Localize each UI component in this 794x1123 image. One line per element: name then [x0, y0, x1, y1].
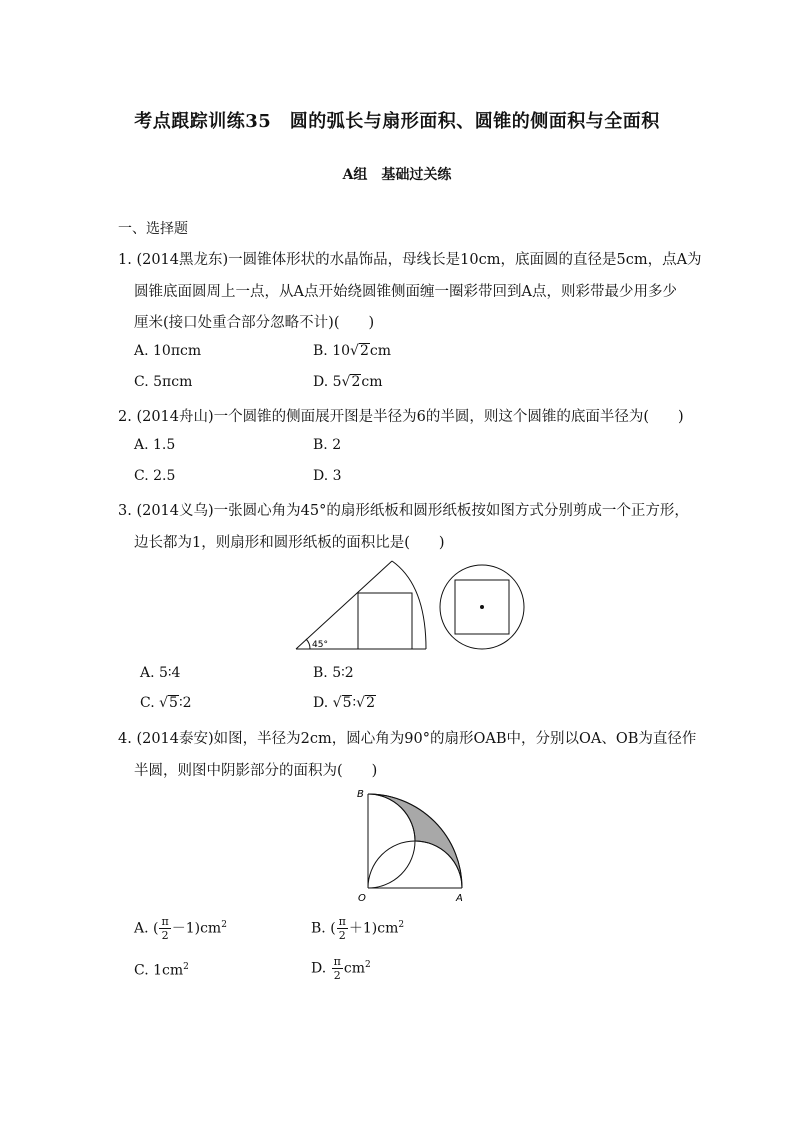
angle-label: 45°	[312, 640, 328, 650]
sector-with-square	[296, 561, 426, 649]
q1-option-b[interactable]	[313, 343, 391, 359]
sqrt-sign: √	[159, 695, 169, 711]
q4-option-a-suffix: －1)cm	[171, 920, 222, 937]
q4-option-c-text: C. 1cm	[134, 962, 184, 979]
fraction-denominator: 2	[333, 969, 341, 982]
q4-option-d-suffix: cm	[343, 960, 365, 977]
q4-option-a-prefix: A. (	[134, 920, 159, 937]
q3-figure	[290, 555, 530, 655]
q3-option-d-ratio: ∶	[352, 695, 357, 711]
q4-option-a[interactable]	[134, 915, 227, 942]
q3-option-c-radicand: 5	[169, 695, 178, 711]
sqrt-sign: √	[332, 695, 342, 711]
q3-line-2: 边长都为1，则扇形和圆形纸板的面积比是( )	[134, 535, 445, 551]
fraction-numerator: π	[338, 915, 346, 928]
q1-line-1: 1. (2014黑龙东)一圆锥体形状的水晶饰品，母线长是10cm，底面圆的直径是5cm，点A为	[118, 252, 702, 268]
q4-option-c[interactable]	[134, 962, 189, 979]
q3-option-d-prefix: D.	[313, 695, 333, 711]
sqrt-sign: √	[341, 374, 351, 390]
q3-option-b[interactable]: B. 5∶2	[313, 665, 354, 681]
fraction-denominator: 2	[338, 929, 346, 942]
q4-line-1: 4. (2014泰安)如图，半径为2cm，圆心角为90°的扇形OAB中，分别以OA、OB为直径作	[118, 731, 697, 747]
fraction-numerator: π	[161, 915, 169, 928]
squared-exponent: 2	[398, 919, 405, 930]
label-b: B	[357, 789, 364, 800]
q3-option-a[interactable]: A. 5∶4	[140, 665, 181, 681]
q3-option-d-radicand-1: 5	[342, 695, 352, 711]
q1-line-3: 厘米(接口处重合部分忽略不计)( )	[134, 315, 375, 331]
page-title: 考点跟踪训练35 圆的弧长与扇形面积、圆锥的侧面积与全面积	[134, 111, 660, 132]
q4-figure	[350, 782, 480, 906]
sector-radius-line	[296, 561, 392, 649]
squared-exponent: 2	[365, 959, 371, 970]
q4-option-a-fraction	[159, 915, 170, 942]
circle-center-dot	[480, 605, 484, 609]
section-heading: 一、选择题	[118, 221, 188, 237]
squared-exponent: 2	[221, 919, 227, 930]
q3-option-d-radicand-2: 2	[366, 695, 375, 711]
q1-option-d[interactable]	[313, 374, 383, 390]
q3-option-c-suffix: ∶2	[178, 695, 192, 711]
q3-option-c[interactable]	[140, 695, 192, 711]
fraction-denominator: 2	[161, 929, 169, 942]
q1-option-a[interactable]: A. 10πcm	[134, 343, 202, 359]
squared-exponent: 2	[183, 962, 189, 972]
q1-line-2: 圆锥底面圆周上一点，从A点开始绕圆锥侧面缠一圈彩带回到A点，则彩带最少用多少	[134, 284, 677, 300]
q4-option-d-prefix: D.	[311, 960, 331, 977]
q1-option-c[interactable]: C. 5πcm	[134, 374, 193, 390]
q2-option-b[interactable]: B. 2	[313, 437, 342, 453]
label-a: A	[456, 893, 463, 904]
angle-mark	[306, 639, 310, 649]
fraction-numerator: π	[333, 955, 341, 968]
label-o: O	[358, 893, 366, 904]
q4-option-b[interactable]	[311, 915, 404, 942]
q3-option-c-prefix: C.	[140, 695, 160, 711]
q4-line-2: 半圆，则图中阴影部分的面积为( )	[134, 763, 378, 779]
q4-option-b-suffix: ＋1)cm	[348, 920, 399, 937]
q1-option-b-radicand: 2	[359, 343, 369, 359]
sector-arc	[392, 561, 426, 649]
q3-option-d[interactable]	[313, 695, 376, 711]
inscribed-square	[358, 593, 412, 649]
q2-option-d[interactable]: D. 3	[313, 468, 342, 484]
q1-option-d-radicand: 2	[351, 374, 361, 390]
q1-option-b-suffix: cm	[369, 343, 391, 359]
q4-option-b-prefix: B. (	[311, 920, 336, 937]
q2-option-c[interactable]: C. 2.5	[134, 468, 176, 484]
q1-option-b-prefix: B. 10	[313, 343, 351, 359]
q3-line-1: 3. (2014义乌)一张圆心角为45°的扇形纸板和圆形纸板按如图方式分别剪成一个正方形，	[118, 503, 689, 519]
sqrt-sign: √	[356, 695, 366, 711]
group-subtitle: A组 基础过关练	[342, 167, 452, 183]
q2-line-1: 2. (2014舟山)一个圆锥的侧面展开图是半径为6的半圆，则这个圆锥的底面半径为( )	[118, 409, 684, 425]
q1-option-d-suffix: cm	[361, 374, 383, 390]
q4-option-d-fraction	[332, 955, 343, 982]
sqrt-sign: √	[350, 343, 359, 359]
q2-option-a[interactable]: A. 1.5	[134, 437, 176, 453]
q1-option-d-prefix: D. 5	[313, 374, 342, 390]
q4-option-d[interactable]	[311, 955, 371, 982]
q4-option-b-fraction	[337, 915, 348, 942]
